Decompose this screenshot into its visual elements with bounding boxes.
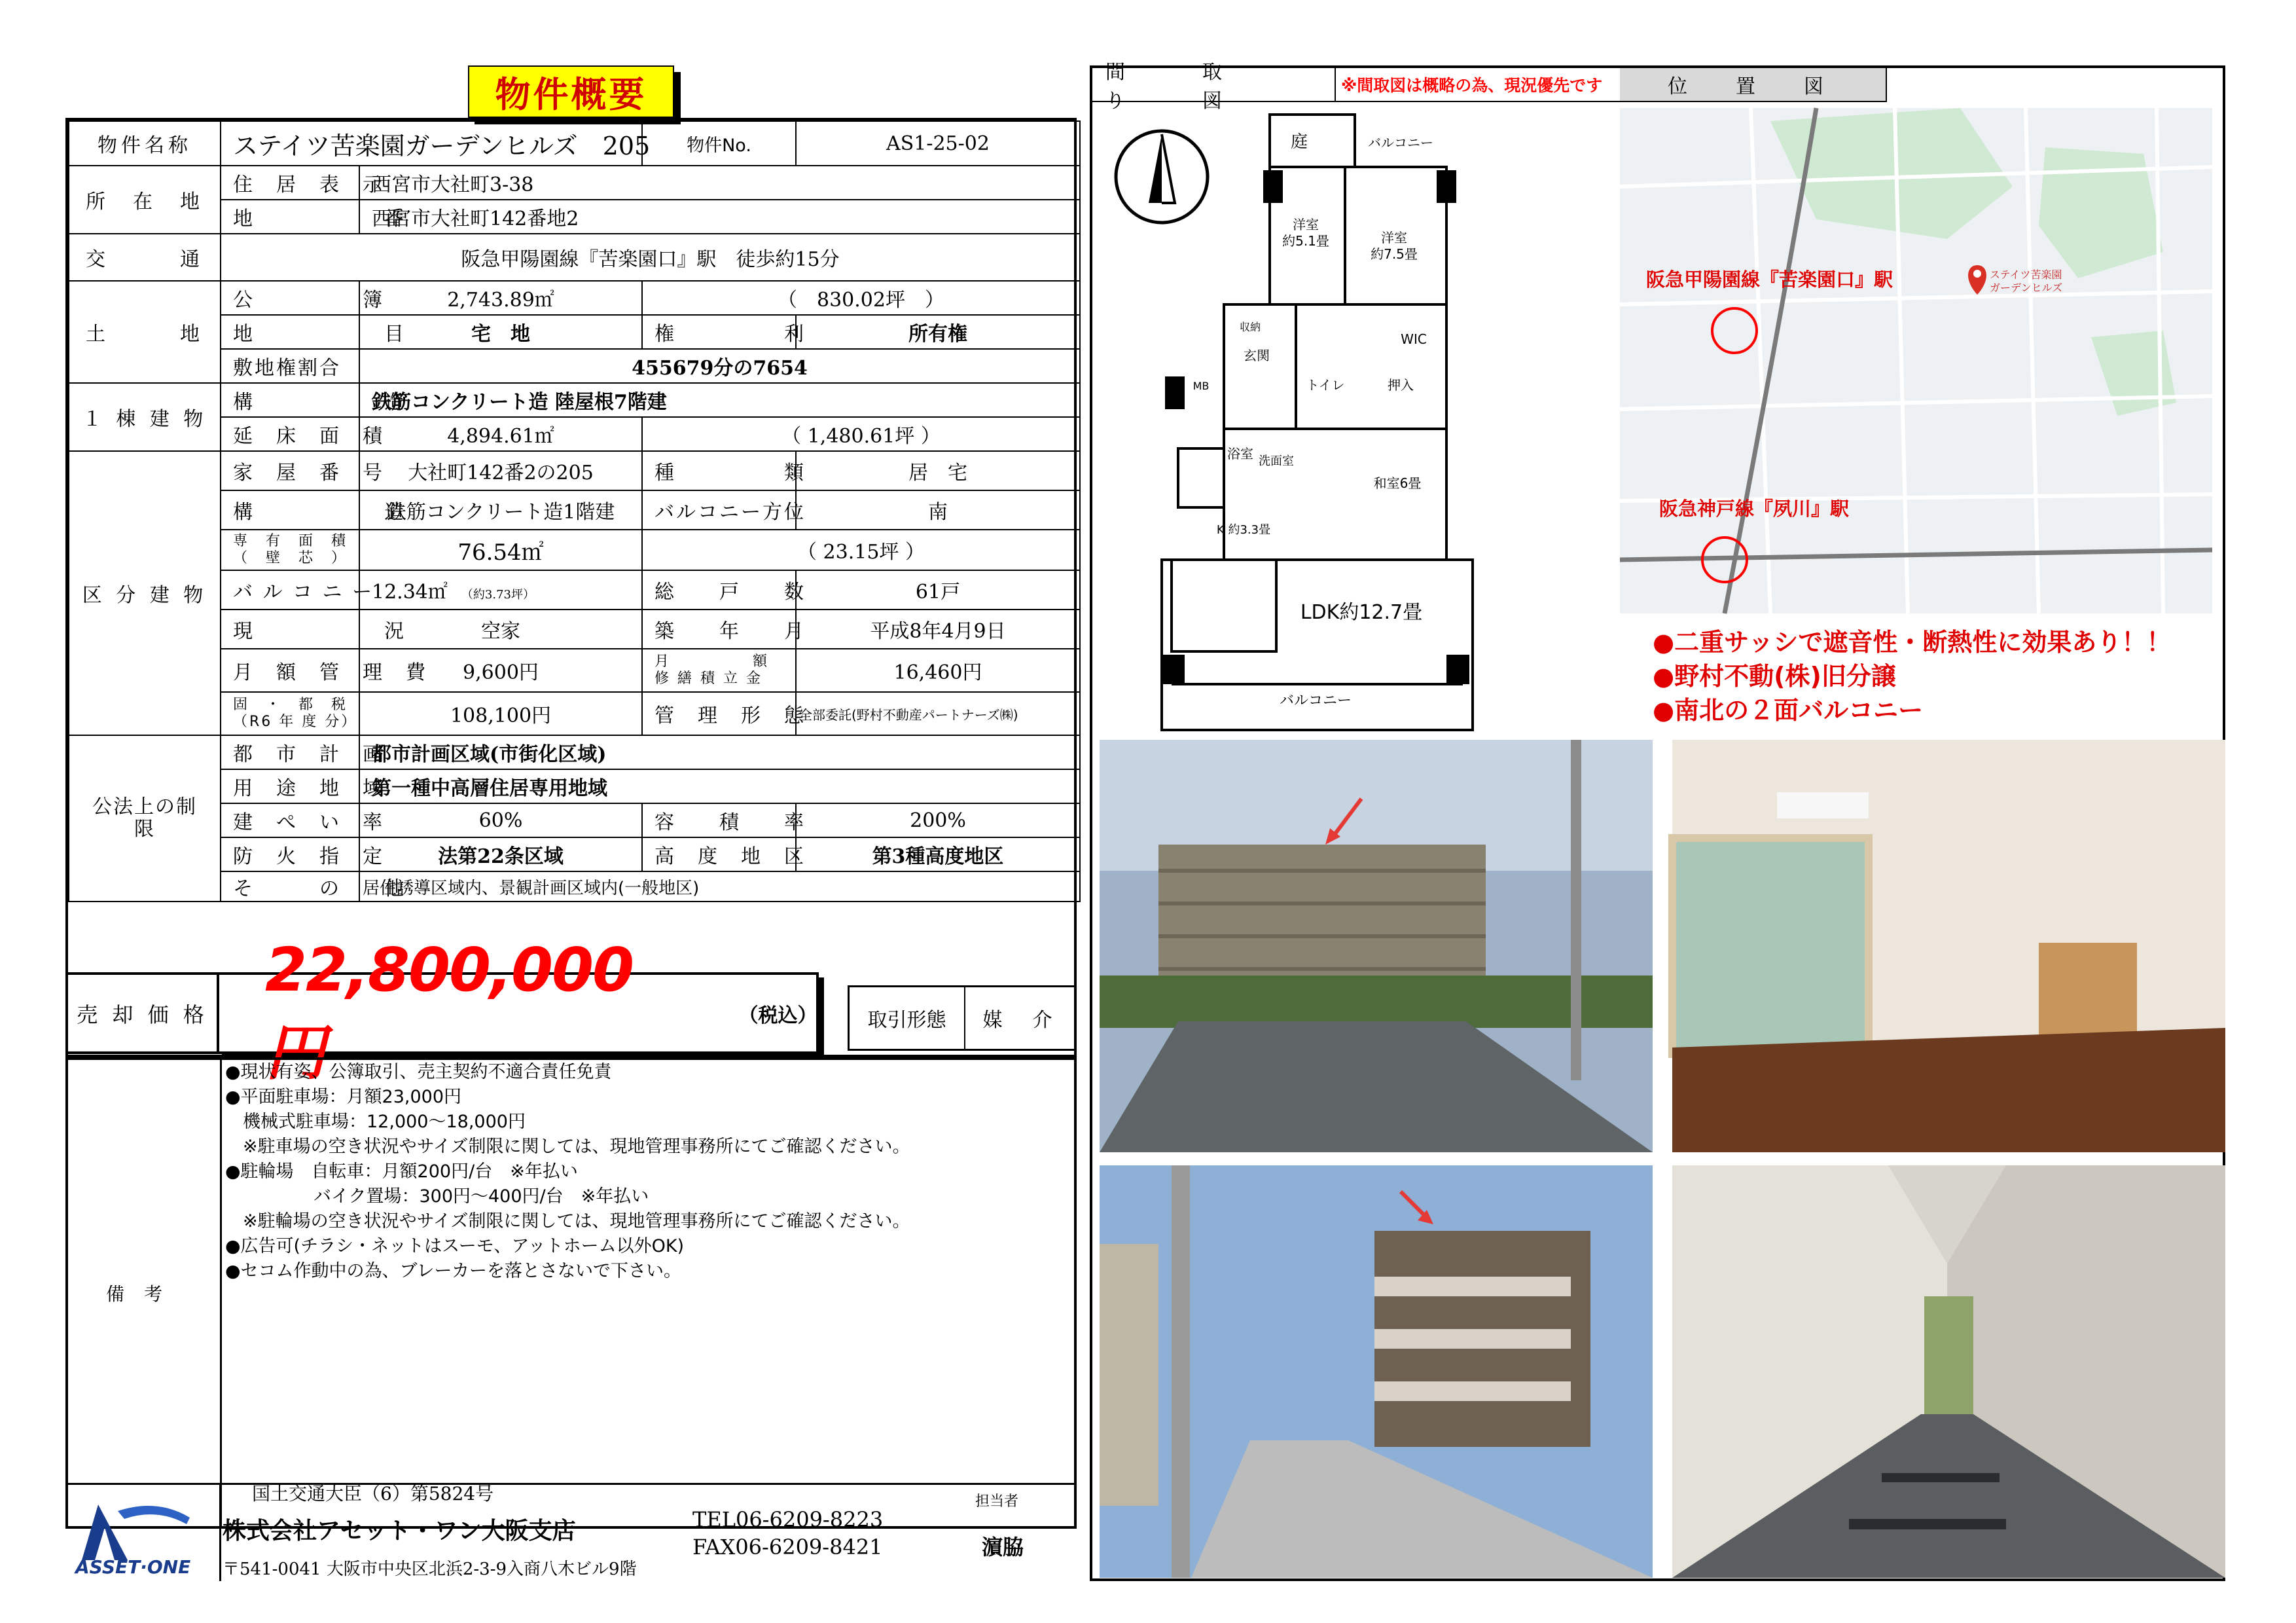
tax-included-label: （税込）	[738, 1004, 817, 1027]
property-tax: 108,100円	[359, 692, 642, 735]
house-no-label: 家 屋 番 号	[221, 451, 359, 490]
remark-line: 機械式駐車場：12,000～18,000円	[225, 1112, 526, 1132]
land-label: 土 地	[69, 281, 221, 383]
floorplan-title: 間 取 り 図	[1092, 68, 1336, 101]
remark-line: ●セコム作動中の為、ブレーカーを落とさないで下さい。	[225, 1261, 681, 1281]
units-label: 総 戸 数	[642, 570, 796, 610]
residence-address: 西宮市大社町3-38	[359, 166, 1080, 200]
station-label-shukugawa: 阪急神戸線『夙川』駅	[1659, 498, 1850, 520]
room-balcony-bottom: バルコニー	[1279, 693, 1352, 709]
price-label: 売 却 価 格	[65, 972, 219, 1054]
regulations-label-1: 公法上の制	[92, 795, 197, 818]
staff-name: 濵脇	[982, 1535, 1024, 1559]
building-label: １ 棟 建 物	[69, 383, 221, 451]
room-storage: 収納	[1239, 321, 1261, 333]
selling-point: ●二重サッシで遮音性・断熱性に効果あり！！	[1653, 628, 2172, 657]
property-info-table	[65, 118, 1077, 1057]
land-registry-label: 公 簿	[221, 281, 359, 315]
mgmt-fee-label: 月 額 管 理 費	[221, 649, 359, 692]
building-structure-label: 構 造	[221, 383, 359, 417]
room-mb: MB	[1193, 380, 1210, 392]
remarks-list	[225, 1060, 910, 1284]
page-title: 物件概要	[468, 65, 674, 118]
unit-area: 76.54㎡	[359, 530, 642, 570]
balcony-dir: 南	[796, 490, 1080, 530]
height-district: 第3種高度地区	[796, 837, 1080, 871]
location-label: 所 在 地	[69, 166, 221, 234]
remark-line: ●現状有姿、公簿取引、売主契約不適合責任免責	[225, 1062, 612, 1082]
room-western1: 洋室	[1293, 217, 1319, 232]
building-area-label: 延 床 面 積	[221, 417, 359, 451]
remark-line: ※駐車場の空き状況やサイズ制限に関しては、現地管理事務所にてご確認ください。	[225, 1137, 910, 1157]
land-rights: 所有権	[796, 315, 1080, 349]
room-entrance: 玄関	[1244, 348, 1270, 363]
room-western2-size: 約7.5畳	[1371, 246, 1418, 262]
unit-label: 区 分 建 物	[69, 451, 221, 735]
balcony-label: バ ル コ ニ ー	[221, 570, 359, 610]
company-tel: TEL06-6209-8223	[692, 1507, 884, 1532]
tax-label-2: （R6 年 度 分）	[233, 714, 358, 730]
location-pin-icon	[1968, 265, 1986, 295]
balcony-dir-label: バルコニー方位	[642, 490, 796, 530]
tax-label-1: 固 ・ 都 税	[233, 697, 348, 713]
company-address: 〒541-0041 大阪市中央区北浜2-3-9入商八木ビル9階	[223, 1559, 637, 1579]
unit-structure-label: 構 造	[221, 490, 359, 530]
land-category: 宅 地	[359, 315, 642, 349]
land-category-label: 地 目	[221, 315, 359, 349]
map-title: 位 置 図	[1620, 68, 1887, 102]
residence-label: 住 居 表 示	[221, 166, 359, 200]
selling-point: ●南北の２面バルコニー	[1653, 696, 1924, 725]
room-balcony-top: バルコニー	[1368, 135, 1433, 151]
unit-status: 空家	[359, 610, 642, 649]
remarks-section	[65, 1057, 1077, 1529]
trade-type-box	[848, 985, 1077, 1051]
built-label: 築 年 月	[642, 610, 796, 649]
interior-hallway-photo	[1672, 1165, 2225, 1578]
pin-label-2: ガーデンヒルズ	[1990, 282, 2063, 294]
built-date: 平成8年4月9日	[796, 610, 1080, 649]
room-ldk: LDK約12.7畳	[1300, 601, 1423, 624]
pin-label-1: ステイツ苦楽園	[1990, 268, 2062, 281]
status-label: 現 況	[221, 610, 359, 649]
location-map	[1620, 108, 2212, 613]
use-zone-label: 用 途 地 域	[221, 769, 359, 803]
building-exterior-photo-2	[1100, 1165, 1653, 1578]
land-registry-area: 2,743.89㎡	[359, 281, 642, 315]
selling-points	[1653, 625, 2171, 727]
land-share-label: 敷地権割合	[221, 349, 359, 383]
remarks-label: 備考	[68, 1060, 222, 1526]
north-arrow-icon	[1116, 131, 1208, 223]
company-fax: FAX06-6209-8421	[692, 1535, 883, 1559]
room-bath: 浴室	[1227, 446, 1253, 462]
price-value: 22,800,000円	[265, 935, 634, 1088]
kind: 居 宅	[796, 451, 1080, 490]
mgmt-form-label: 管 理 形 態	[642, 692, 796, 735]
remark-line: ●平面駐車場：月額23,000円	[225, 1087, 462, 1107]
room-western1-size: 約5.1畳	[1282, 233, 1329, 249]
selling-point: ●野村不動(株)旧分譲	[1653, 662, 1896, 691]
repair-label-2: 修 繕 積 立 金	[655, 670, 762, 687]
interior-living-photo	[1672, 740, 2225, 1152]
repair-fund: 16,460円	[796, 649, 1080, 692]
room-western2: 洋室	[1381, 230, 1407, 246]
far-label: 容 積 率	[642, 803, 796, 837]
room-wic: WIC	[1401, 331, 1427, 347]
remark-line: ●駐輪場 自転車：月額200円/台 ※年払い	[225, 1161, 578, 1182]
remark-line: バイク置場：300円～400円/台 ※年払い	[225, 1186, 649, 1207]
city-plan-label: 都 市 計 画	[221, 735, 359, 769]
transport-value: 阪急甲陽園線『苦楽園口』駅 徒歩約15分	[221, 234, 1080, 281]
remark-line: ※駐輪場の空き状況やサイズ制限に関しては、現地管理事務所にてご確認ください。	[225, 1211, 910, 1231]
kind-label: 種 類	[642, 451, 796, 490]
building-exterior-photo-1	[1100, 740, 1653, 1152]
room-toilet: トイレ	[1306, 377, 1345, 393]
property-number: AS1-25-02	[796, 121, 1080, 166]
property-number-label: 物件No.	[642, 121, 796, 166]
company-footer	[65, 1483, 1077, 1581]
area-label-2: （ 壁 芯 ）	[233, 550, 348, 566]
unit-structure: 鉄筋コンクリート造1階建	[359, 490, 642, 530]
regulations-label-2: 限	[134, 818, 155, 841]
trade-type-label: 取引形態	[850, 987, 965, 1049]
unit-area-tsubo: （ 23.15坪 ）	[642, 530, 1080, 570]
floorplan-note: ※間取図は概略の為、現況優先です	[1341, 76, 1603, 95]
room-garden: 庭	[1290, 132, 1308, 152]
land-rights-label: 権 利	[642, 315, 796, 349]
height-label: 高 度 地 区	[642, 837, 796, 871]
floor-area-ratio: 200%	[796, 803, 1080, 837]
other-label: そ の 他	[221, 871, 359, 902]
room-closet: 押入	[1388, 377, 1414, 393]
building-structure: 鉄筋コンクリート造 陸屋根7階建	[359, 383, 1080, 417]
logo-text: ASSET·ONE	[75, 1556, 191, 1578]
transport-label: 交 通	[69, 234, 221, 281]
house-no: 大社町142番2の205	[359, 451, 642, 490]
building-area: 4,894.61㎡	[359, 417, 642, 451]
company-name: 株式会社アセット・ワン大阪支店	[223, 1518, 576, 1544]
use-zone: 第一種中高層住居専用地域	[359, 769, 1080, 803]
fire-label: 防 火 指 定	[221, 837, 359, 871]
fire-zone: 法第22条区域	[359, 837, 642, 871]
staff-label: 担当者	[975, 1493, 1019, 1510]
land-registry-tsubo: （ 830.02坪 ）	[642, 281, 1080, 315]
building-area-tsubo: （ 1,480.61坪 ）	[642, 417, 1080, 451]
balcony-tsubo: （約3.73坪）	[467, 588, 535, 602]
station-label-kurakuenguchi: 阪急甲陽園線『苦楽園口』駅	[1646, 268, 1893, 291]
other-regulation: 居住誘導区域内、景観計画区域内(一般地区)	[359, 871, 1080, 902]
mgmt-fee: 9,600円	[359, 649, 642, 692]
trade-type: 媒 介	[982, 1009, 1058, 1032]
room-japanese: 和室6畳	[1373, 475, 1422, 491]
asset-one-logo	[72, 1498, 209, 1577]
total-units: 61戸	[796, 570, 1080, 610]
lot-number: 西宮市大社町142番地2	[359, 200, 1080, 234]
room-washroom: 洗面室	[1259, 454, 1294, 468]
remark-line: ●広告可(チラシ・ネットはスーモ、アットホーム以外OK)	[225, 1236, 685, 1256]
property-name-label: 物件名称	[69, 121, 221, 166]
city-plan: 都市計画区域(市街化区域)	[359, 735, 1080, 769]
property-name: ステイツ苦楽園ガーデンヒルズ 205	[221, 121, 642, 166]
land-share: 455679分の7654	[359, 349, 1080, 383]
coverage-label: 建 ぺ い 率	[221, 803, 359, 837]
room-kitchen: K 約3.3畳	[1216, 523, 1271, 537]
lot-label: 地 番	[221, 200, 359, 234]
repair-label-1: 月 額	[655, 653, 770, 670]
coverage-ratio: 60%	[359, 803, 642, 837]
mgmt-form: 全部委託(野村不動産パートナーズ㈱)	[796, 692, 1080, 735]
area-label-1: 専 有 面 積	[233, 533, 348, 549]
balcony-area: 12.34㎡	[372, 581, 448, 604]
floor-plan	[1100, 108, 1623, 737]
floorplan-header	[1092, 61, 1645, 113]
license-number: 国土交通大臣（6）第5824号	[252, 1483, 494, 1504]
